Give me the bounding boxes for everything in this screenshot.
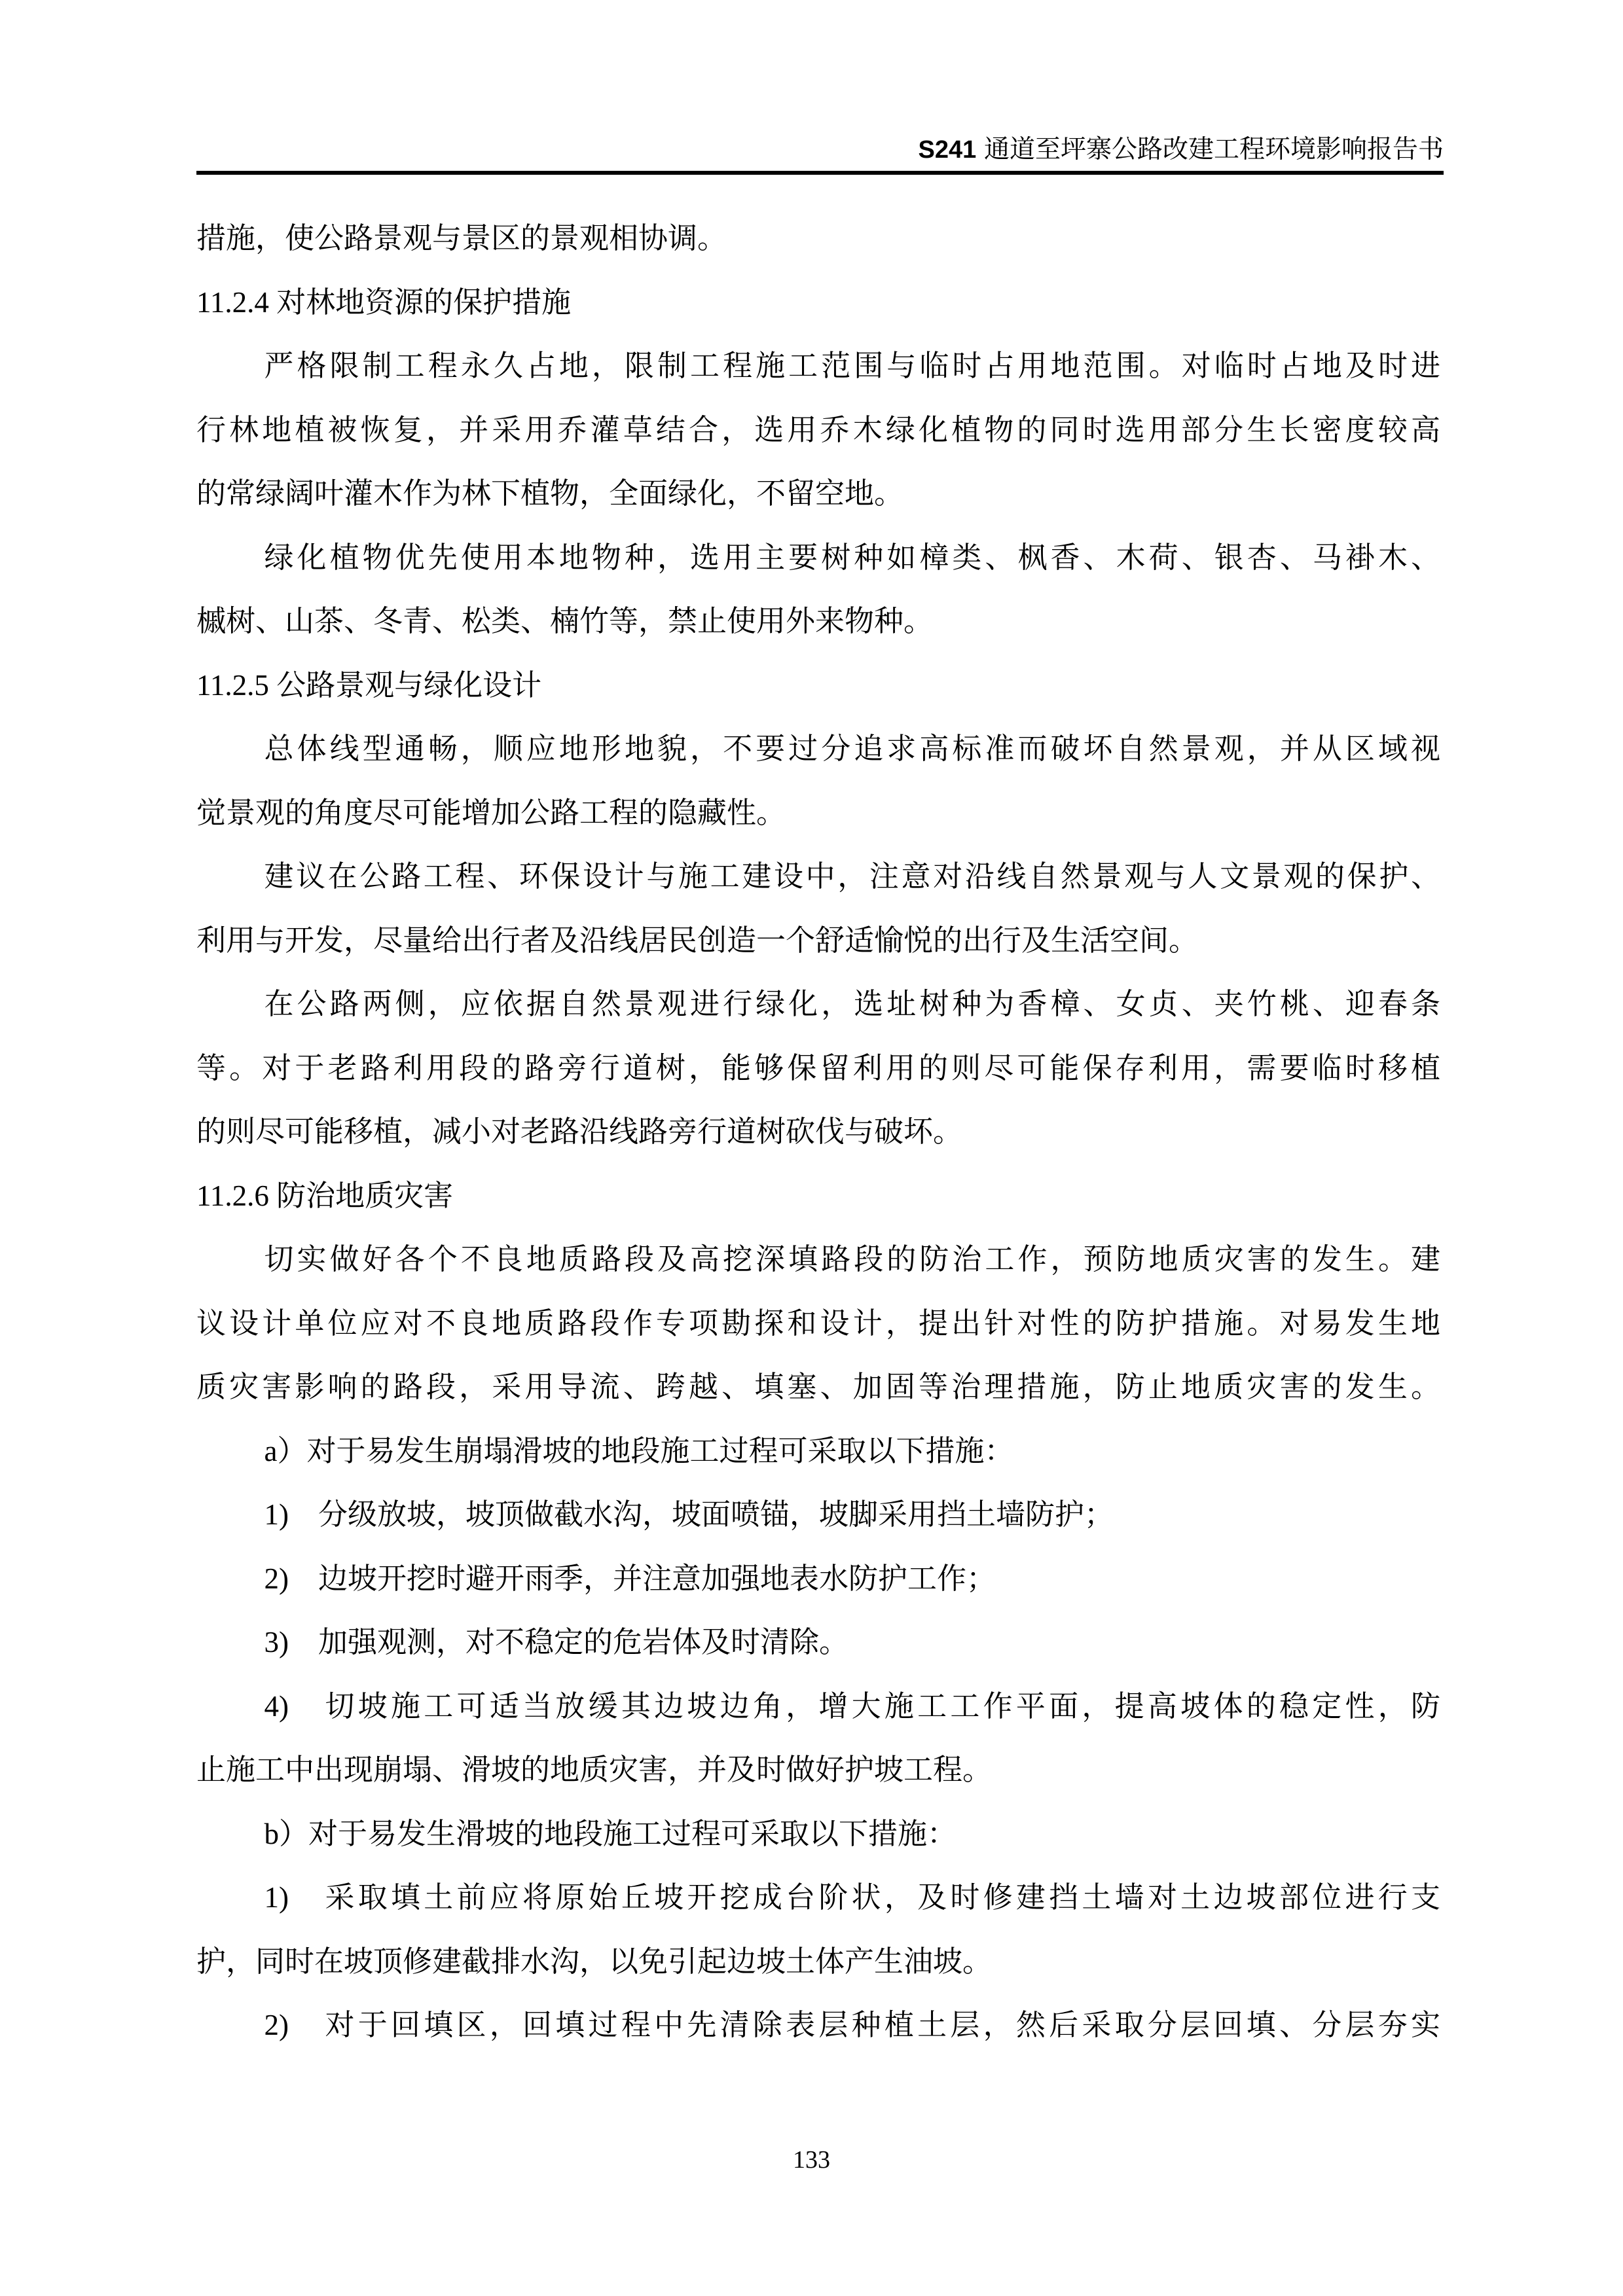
body-text-line: 1) 采取填土前应将原始丘坡开挖成台阶状，及时修建挡土墙对土边坡部位进行支 xyxy=(264,1881,1440,1914)
body-text-line: 护，同时在坡顶修建截排水沟，以免引起边坡土体产生油坡。 xyxy=(196,1945,993,1978)
section-heading: 11.2.4 对林地资源的保护措施 xyxy=(196,285,572,319)
body-text-line: 措施，使公路景观与景区的景观相协调。 xyxy=(196,222,727,255)
page-number: 133 xyxy=(793,2146,830,2174)
body-text-line: 的则尽可能移植，减小对老路沿线路旁行道树砍伐与破坏。 xyxy=(196,1115,963,1148)
body-text-line: 止施工中出现崩塌、滑坡的地质灾害，并及时做好护坡工程。 xyxy=(196,1753,993,1786)
body-text-line: 4) 切坡施工可适当放缓其边坡边角，增大施工工作平面，提高坡体的稳定性，防 xyxy=(264,1689,1440,1723)
body-text-line: 绿化植物优先使用本地物种，选用主要树种如樟类、枫香、木荷、银杏、马褂木、 xyxy=(264,541,1440,574)
body-text-line: b）对于易发生滑坡的地段施工过程可采取以下措施： xyxy=(264,1817,957,1850)
body-text-line: 质灾害影响的路段，采用导流、跨越、填塞、加固等治理措施，防止地质灾害的发生。 xyxy=(196,1371,1440,1403)
body-text-line: 利用与开发，尽量给出行者及沿线居民创造一个舒适愉悦的出行及生活空间。 xyxy=(196,924,1199,957)
body-text-line: 切实做好各个不良地质路段及高挖深填路段的防治工作，预防地质灾害的发生。建 xyxy=(264,1243,1440,1276)
body-text-line: 槭树、山茶、冬青、松类、楠竹等，禁止使用外来物种。 xyxy=(196,605,934,637)
document-body xyxy=(196,207,1440,2058)
body-text-line: 严格限制工程永久占地，限制工程施工范围与临时占用地范围。对临时占地及时进 xyxy=(264,350,1440,382)
report-code: S241 xyxy=(918,136,977,164)
section-heading: 11.2.5 公路景观与绿化设计 xyxy=(196,668,542,702)
report-title: 通道至坪寨公路改建工程环境影响报告书 xyxy=(983,135,1444,164)
body-text-line: 议设计单位应对不良地质路段作专项勘探和设计，提出针对性的防护措施。对易发生地 xyxy=(196,1306,1440,1340)
header-rule xyxy=(196,171,1444,175)
body-text-line: 觉景观的角度尽可能增加公路工程的隐藏性。 xyxy=(196,796,786,829)
body-text-line: 行林地植被恢复，并采用乔灌草结合，选用乔木绿化植物的同时选用部分生长密度较高 xyxy=(196,413,1440,446)
body-text-line: 建议在公路工程、环保设计与施工建设中，注意对沿线自然景观与人文景观的保护、 xyxy=(264,860,1440,893)
body-text-line: 2) 对于回填区，回填过程中先清除表层种植土层，然后采取分层回填、分层夯实 xyxy=(264,2009,1440,2041)
body-text-line: 的常绿阔叶灌木作为林下植物，全面绿化，不留空地。 xyxy=(196,477,904,510)
page-header xyxy=(196,134,1444,166)
body-text-line: 1) 分级放坡，坡顶做截水沟，坡面喷锚，坡脚采用挡土墙防护； xyxy=(264,1498,1114,1531)
body-text-line: 总体线型通畅，顺应地形地貌，不要过分追求高标准而破坏自然景观，并从区域视 xyxy=(264,732,1440,765)
body-text-line: a）对于易发生崩塌滑坡的地段施工过程可采取以下措施： xyxy=(264,1434,1014,1467)
section-heading: 11.2.6 防治地质灾害 xyxy=(196,1179,454,1212)
body-text-line: 在公路两侧，应依据自然景观进行绿化，选址树种为香樟、女贞、夹竹桃、迎春条 xyxy=(264,988,1440,1020)
body-text-line: 3) 加强观测，对不稳定的危岩体及时清除。 xyxy=(264,1626,848,1659)
page-footer xyxy=(0,2144,1623,2176)
body-text-line: 2) 边坡开挖时避开雨季，并注意加强地表水防护工作； xyxy=(264,1562,996,1595)
body-text-line: 等。对于老路利用段的路旁行道树，能够保留利用的则尽可能保存利用，需要临时移植 xyxy=(196,1051,1440,1085)
